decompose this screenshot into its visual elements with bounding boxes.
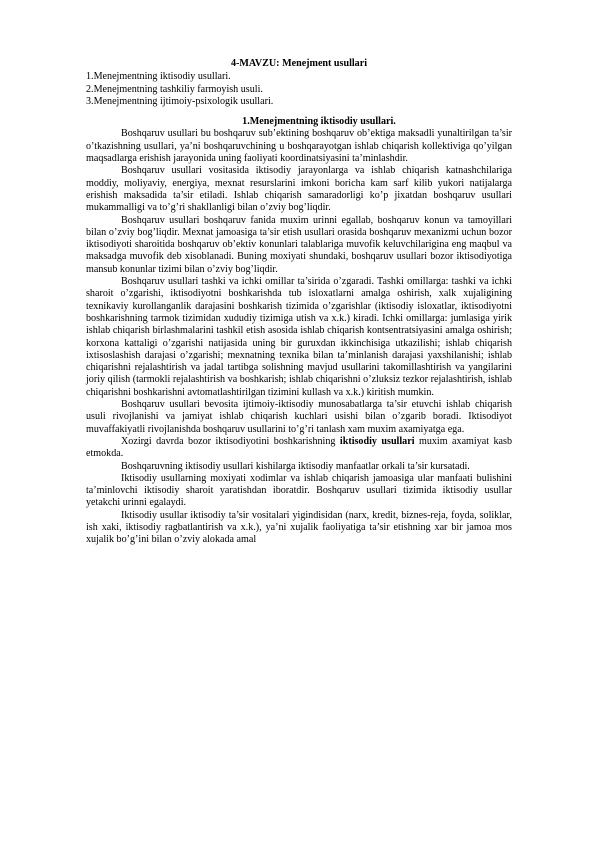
section-heading: 1.Menejmentning iktisodiy usullari. (242, 116, 396, 128)
paragraph-1: Boshqaruv usullari bu boshqaruv sub’ektining boshqaruv ob’ektiga maksadli yunaltirilgan ta’sir o’tkazishning usullari, ya’ni boshqaruvchining u boshqarayotgan ishlab chiqarish kollektiviga qo’yilgan maqsadlarga erishish jarayonida uning faoliyati koordinatsiyasini ta’minlashdir. (86, 128, 512, 165)
document-page (86, 58, 512, 547)
paragraph-6-bold: iktisodiy usullari (339, 435, 415, 447)
toc-item-3: 3.Menejmentning ijtimoiy-psixologik usullari. (86, 95, 274, 107)
toc-item-1: 1.Menejmentning iktisodiy usullari. (86, 71, 231, 83)
paragraph-7: Boshqaruvning iktisodiy usullari kishilarga iktisodiy manfaatlar orkali ta’sir kursatadi. (121, 460, 470, 472)
paragraph-4: Boshqaruv usullari tashki va ichki omillar ta’sirida o’zgaradi. Tashki omillarga: tashki va ichki sharoit o’zgarishi, iktisodiyotni boshkarishda tub isloxatlarni amalga oshirish, xalk xujaligining texnikaviy kurollanganlik darajasini boshkarish tizimida o’zgarishlar (iktisodiy isloxatlar, iktisodiyotni boshkarishning tarmok tizimidan xududiy tizimiga utish va x.k.) kiradi. Ichki omillarga: jumlasiga yirik ishlab chiqarish birlashmalarini tashkil etish asosida ishlab chiqarish kontsentratsiyasini amalga oshirish; korxona kattaligi o’zgarishi natijasida uning bir guruxdan ikkinchisiga utkazilishi; ishlab chiqarish ixtisoslashish darajasi o’zgarishi; mexnatning texnika bilan ta’minlanish darajasi yaxshilanishi; ishlab chiqarishni rejalashtirish va jadal tartibga solishning mavjud usullarini takomillashtirish va yangilarini joriy qilish (tarmokli rejalashtirish va boshkarish; ishlab chiqarishni o’zluksiz tezkor rejalashtirish, ishlab chiqarishni boshkarishni avtomatlashtirilgan tizimini kullash va x.k.) kiritish mumkin. (86, 276, 512, 398)
paragraph-5: Boshqaruv usullari bevosita ijtimoiy-iktisodiy munosabatlarga ta’sir etuvchi ishlab chiqarish usuli rivojlanishi va jamiyat ishlab chiqarish kuchlari usishi bilan o’zgarib boradi. Iktisodiyot muvaffakiyatli rivojlanishda boshqaruv usullarini to’g’ri tanlash xam muxim axamiyatga ega. (86, 399, 512, 435)
paragraph-6 (86, 436, 512, 461)
paragraph-9: Iktisodiy usullar iktisodiy ta’sir vositalari yigindisidan (narx, kredit, biznes-reja, foyda, soliklar, ish xaki, iktisodiy ragbatlantirish va x.k.), ya’ni xujalik faoliyatiga ta’sir etishning xar bir jamoa mos xujalik bo’g’ini bilan o’zviy alokada amal (86, 509, 512, 546)
paragraph-8: Iktisodiy usullarning moxiyati xodimlar va ishlab chiqarish jamoasiga ular manfaati bulishini ta’minlovchi iktisodiy sharoit yaratishdan iboratdir. Boshqaruv usullari tizimida iktisodiy usullar yetakchi urinni egalaydi. (86, 472, 512, 509)
toc-item-2: 2.Menejmentning tashkiliy farmoyish usuli. (86, 83, 263, 95)
paragraph-2: Boshqaruv usullari vositasida iktisodiy jarayonlarga va ishlab chiqarish katnashchilariga moddiy, moliyaviy, energiya, mexnat resurslarini imkoni boricha kam sarf kilib yukori natijalarga erishish maksadida ta’sir etiladi. Ishlab chiqarish samaradorligi ko’p jixatdan boshqaruv usullari mukammalligi va to’g’ri shakllanligi bilan o’zviy bog’liqdir. (86, 165, 512, 214)
document-title: 4-MAVZU: Menejment usullari (230, 58, 368, 69)
paragraph-6-after: muxim axamiyat kasb etmokda. (86, 435, 512, 460)
paragraph-6-before: Xozirgi davrda bozor iktisodiyotini boshkarishning (121, 435, 340, 447)
paragraph-3: Boshqaruv usullari boshqaruv fanida muxim urinni egallab, boshqaruv konun va tamoyillari bilan o’zviy bog’liqdir. Mexnat jamoasiga ta’sir etish usullari orasida boshqaruv mexanizmi uchun bozor iktisodiyoti sharoitida boshqaruv ob’ektiv konunlari talablariga muvofik keluvchilarigina eng maqbul va maksadga muvofik deb xisoblanadi. Buning moxiyati shundaki, boshqaruv usullari bozor iktisodiyotiga mansub konunlar tizimi bilan o’zviy bog’liqdir. (86, 214, 512, 275)
